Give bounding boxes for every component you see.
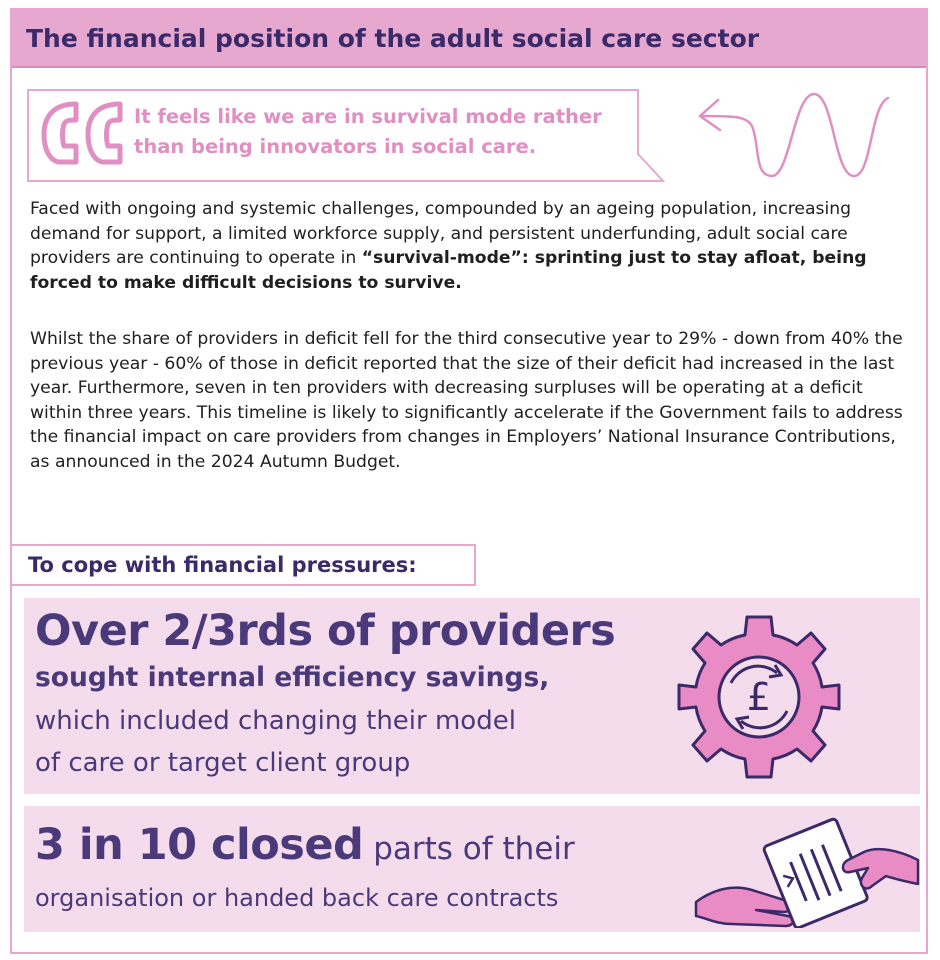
- quote-box: [26, 88, 664, 182]
- quote-line-2: than being innovators in social care.: [134, 135, 537, 158]
- survival-mode-bold: “survival-mode”: sprinting just to stay afloat, being forced to make difficult decisions to survive.: [30, 248, 867, 293]
- quote-line-1: It feels like we are in survival mode rather: [134, 105, 602, 128]
- stat1-subhead: sought internal efficiency savings,: [35, 662, 550, 693]
- page-title: The financial position of the adult social care sector: [26, 24, 760, 53]
- stat2-line-2: organisation or handed back care contracts: [35, 884, 559, 912]
- stat2-line-1: [35, 820, 575, 870]
- stat2-rest: parts of their: [363, 831, 575, 867]
- stat2-headline: 3 in 10 closed: [35, 820, 364, 870]
- stat1-line-2: of care or target client group: [35, 748, 411, 778]
- gear-pound-icon: [674, 612, 844, 782]
- pound-symbol: £: [746, 675, 772, 719]
- quote-text: [134, 102, 602, 162]
- stat-panel-closures: [24, 806, 920, 932]
- cope-heading: To cope with financial pressures:: [28, 553, 417, 577]
- title-bar: [12, 10, 926, 68]
- stat1-line-1: which included changing their model: [35, 706, 516, 736]
- handing-contract-icon: [692, 812, 922, 928]
- squiggle-arrow-icon: [694, 86, 904, 184]
- stat-panel-efficiency: [24, 598, 920, 794]
- cope-heading-box: [12, 544, 476, 586]
- intro-paragraph: [30, 197, 920, 295]
- stat1-headline: Over 2/3rds of providers: [35, 606, 616, 656]
- deficit-paragraph: Whilst the share of providers in deficit fell for the third consecutive year to 29% - down from 40% the previous year - 60% of those in deficit reported that the size of their deficit had increased in the last year. Furthermore, seven in ten providers with decreasing surpluses will be operating at a deficit within three years. This timeline is likely to significantly accelerate if the Government fails to address the financial impact on care providers from changes in Employers’ National Insurance Contributions, as announced in the 2024 Autumn Budget.: [30, 329, 903, 472]
- intro-text: Faced with ongoing and systemic challenges, compounded by an ageing population, increasing demand for support, a limited workforce supply, and persistent underfunding, adult social care providers are continuing to operate in: [30, 199, 852, 269]
- quote-mark-icon: [40, 100, 124, 166]
